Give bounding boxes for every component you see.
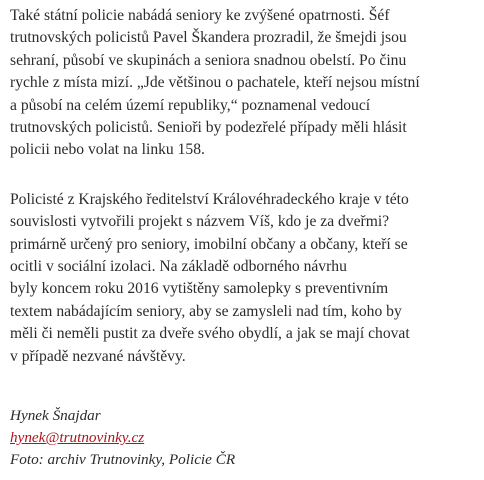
article-signature: [10, 405, 476, 472]
article-paragraph-1: Také státní policie nabádá seniory ke zvýšené opatrnosti. Šéf trutnovských policistů Pavel Škandera prozradil, že šmejdi jsou sehraní, působí ve skupinách a seniora snadnou obelstí. Po činu rychle z místa mizí. „Jde většinou o pachatele, kteří nejsou místní a působí na celém území republiky,“ poznamenal vedoucí trutnovských policistů. Senioři by podezřelé případy měli hlásit policii nebo volat na linku 158.: [10, 7, 420, 159]
article-paragraph-2: Policisté z Krajského ředitelství Královéhradeckého kraje v této souvislosti vytvořili projekt s názvem Víš, kdo je za dveřmi? primárně určený pro seniory, imobilní občany a občany, kteří se ocitli v sociální izolaci. Na základě odborného návrhu byly koncem roku 2016 vytištěny samolepky s preventivním textem nabádajícím seniory, aby se zamysleli nad tím, koho by měli či neměli pustit za dveře svého obydlí, a jak se mají chovat v případě nezvané návštěvy.: [10, 190, 410, 365]
author-name: Hynek Šnajdar: [10, 407, 101, 424]
author-email-link[interactable]: hynek@trutnovinky.cz: [10, 429, 145, 447]
photo-credit: Foto: archiv Trutnovinky, Policie ČR: [10, 451, 236, 469]
article-body: [10, 5, 476, 368]
